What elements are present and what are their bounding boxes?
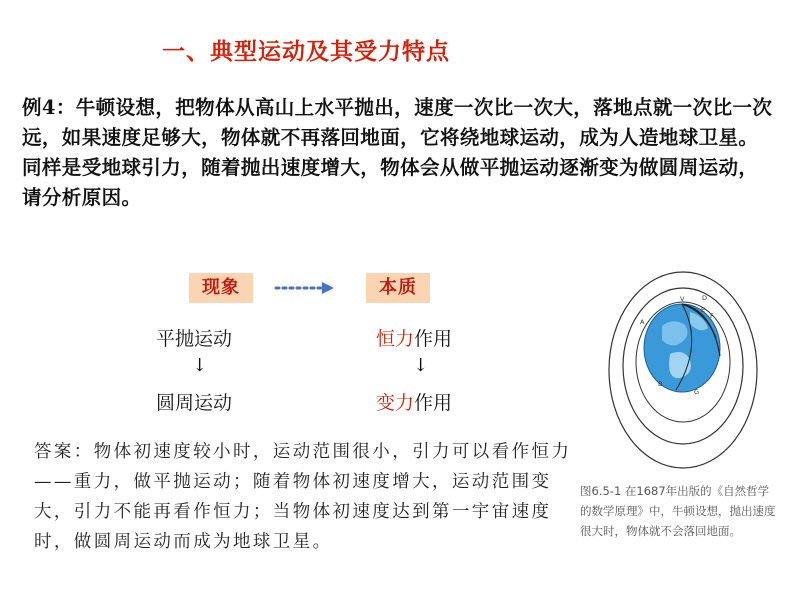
question-paragraph-2: 同样是受地球引力，随着抛出速度增大，物体会从做平抛运动逐渐变为做圆周运动，请分析原因。 <box>22 156 759 209</box>
point-label: D <box>702 294 708 302</box>
answer-text: 答案：物体初速度较小时，运动范围很小，引力可以看作恒力——重力，做平抛运动；随着物体初速度增大，运动范围变大，引力不能再看作恒力；当物体初速度达到第一宇宙速度时，做圆周运动而成为地球卫星。 <box>34 442 572 552</box>
projectile-motion-label: 平抛运动 <box>156 328 233 350</box>
point-label: B <box>658 380 663 388</box>
essence-tag: 本质 <box>366 273 430 303</box>
phenomenon-tag: 现象 <box>189 273 253 303</box>
variable-force-label: 变力作用 <box>376 392 453 414</box>
point-label: F <box>710 312 714 320</box>
down-arrow-icon: ↓ <box>192 355 208 376</box>
constant-force-label: 恒力作用 <box>376 328 453 350</box>
question-text <box>22 93 774 213</box>
point-label: G <box>694 388 700 396</box>
page-title: 一、典型运动及其受力特点 <box>162 38 450 65</box>
point-label: E <box>701 306 706 314</box>
down-arrow-icon: ↓ <box>413 355 429 376</box>
circular-motion-label: 圆周运动 <box>156 392 233 414</box>
question-paragraph-1: 例4：牛顿设想，把物体从高山上水平抛出，速度一次比一次大，落地点就一次比一次远，如果速度足够大，物体就不再落回地面，它将绕地球运动，成为人造地球卫星。 <box>22 96 773 149</box>
point-label: A <box>640 318 645 326</box>
dotted-arrow-icon <box>272 279 338 297</box>
newton-cannon-figure <box>600 262 770 472</box>
point-label: V <box>680 295 685 303</box>
figure-caption: 图6.5-1 在1687年出版的《自然哲学的数学原理》中，牛顿设想，抛出速度很大时，物体就不会落回地面。 <box>580 484 776 538</box>
